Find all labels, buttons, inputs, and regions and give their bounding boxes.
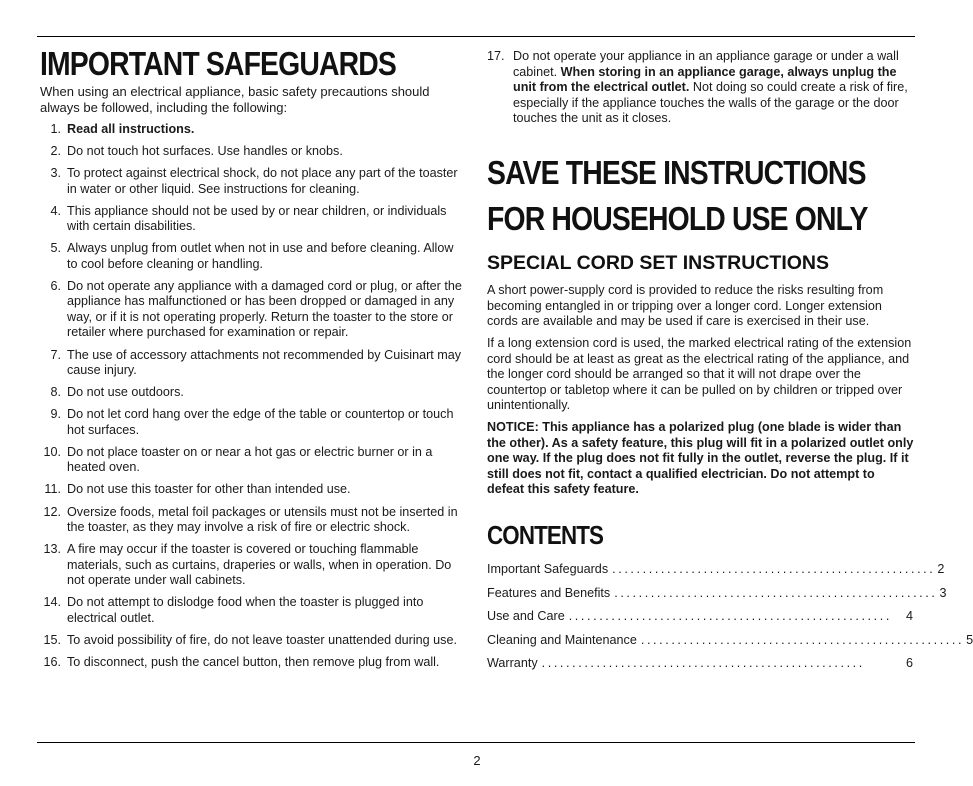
item-text: The use of accessory attachments not recommended by Cuisinart may cause injury.: [67, 347, 462, 378]
safeguard-item: [40, 542, 465, 589]
safeguard-item: [40, 655, 465, 671]
top-rule: [37, 36, 915, 37]
safeguard-item: [40, 204, 465, 235]
safeguard-item: [40, 241, 465, 272]
item-17-text-end: Not doing so could create a risk of fire, especially if the appliance touches the walls of the garage or the door touches the unit as it closes.: [513, 80, 908, 125]
contents-list: [487, 562, 973, 680]
contents-page-number: 4: [905, 609, 913, 623]
safeguard-item: [40, 595, 465, 626]
item-text: Oversize foods, metal foil packages or utensils must not be inserted in the toaster, as they may involve a risk of fire or electric shock.: [67, 504, 458, 535]
item-number: 3.: [50, 166, 61, 181]
dot-leader: .....................................................: [614, 585, 938, 600]
item-number: 8.: [50, 385, 61, 400]
item-number: 17.: [487, 49, 505, 63]
notice-text: This appliance has a polarized plug (one blade is wider than the other). As a safety feature, this plug will fit in a polarized outlet only one way. If the plug does not fit fully in the outlet, reverse the plug. If it still does not fit, contact a qualified electrician. Do not attempt to defeat this safety feature.: [487, 420, 914, 496]
safeguard-item: [40, 633, 465, 649]
dot-leader: .....................................................: [541, 656, 865, 670]
item-text: To disconnect, push the cancel button, then remove plug from wall.: [67, 654, 440, 669]
contents-entry: [487, 562, 945, 586]
contents-entry: [487, 609, 913, 633]
save-instructions-heading: SAVE THESE INSTRUCTIONS: [487, 154, 866, 191]
dot-leader: .....................................................: [568, 609, 892, 623]
contents-label: Warranty: [487, 656, 538, 670]
safeguard-item: [40, 279, 465, 341]
item-bold-text: Read all instructions.: [67, 122, 195, 136]
notice-paragraph: [487, 420, 915, 498]
contents-entry: [487, 585, 947, 610]
item-number: 2.: [50, 144, 61, 159]
safeguard-item: [40, 505, 465, 536]
item-text: This appliance should not be used by or near children, or individuals with certain disabilities.: [67, 203, 447, 234]
item-number: 1.: [50, 122, 61, 136]
notice-label: NOTICE:: [487, 420, 539, 434]
item-number: 9.: [50, 407, 61, 422]
item-number: 13.: [43, 542, 61, 557]
item-number: 11.: [44, 482, 61, 497]
safeguard-item: [40, 385, 465, 401]
safeguard-item: [40, 482, 465, 498]
item-text: Do not use this toaster for other than intended use.: [67, 482, 351, 497]
bottom-rule: [37, 742, 915, 743]
contents-page-number: 5: [966, 632, 973, 647]
item-number: 4.: [50, 203, 61, 218]
safeguard-item: [40, 348, 465, 379]
contents-label: Important Safeguards: [487, 562, 609, 576]
cord-paragraph-2: If a long extension cord is used, the marked electrical rating of the extension cord should be at least as great as the electrical rating of the appliance, and the longer cord should be arranged so that it will not drape over the countertop or tabletop where it can be pulled on by children or tripped over unintentionally.: [487, 336, 912, 412]
safeguard-item: [40, 445, 465, 476]
cord-paragraph-1: A short power-supply cord is provided to reduce the risks resulting from becoming entangled in or tripping over a longer cord. Longer extension cords are available and may be used if care is exercised in their use.: [487, 283, 884, 328]
safeguard-item-17: [487, 49, 915, 127]
dot-leader: .....................................................: [612, 562, 936, 576]
safeguard-item: [40, 407, 465, 438]
item-17-text: Do not operate your appliance in an appliance garage or under a wall cabinet.: [513, 49, 899, 79]
item-text: Do not place toaster on or near a hot gas or electric burner or in a heated oven.: [67, 444, 433, 475]
item-number: 15.: [43, 632, 61, 647]
item-text: Always unplug from outlet when not in use and before cleaning. Allow to cool before cleaning or handling.: [67, 241, 454, 271]
item-text: To avoid possibility of fire, do not leave toaster unattended during use.: [67, 632, 457, 647]
item-number: 16.: [43, 654, 61, 669]
item-text: Do not operate any appliance with a damaged cord or plug, or after the appliance has malfunctioned or has been dropped or damaged in any way, or if it is not operating properly. Return the toaster to the store or retailer where purchased for examination or repair.: [67, 278, 462, 340]
item-text: Do not touch hot surfaces. Use handles or knobs.: [67, 144, 343, 159]
item-text: Do not attempt to dislodge food when the toaster is plugged into electrical outlet.: [67, 595, 424, 625]
contents-entry: [487, 656, 913, 680]
item-number: 6.: [50, 278, 61, 293]
item-number: 14.: [43, 595, 61, 610]
item-text: To protect against electrical shock, do not place any part of the toaster in water or other liquid. See instructions for cleaning.: [67, 166, 458, 196]
item-number: 7.: [50, 347, 61, 362]
item-text: Do not let cord hang over the edge of the table or countertop or touch hot surfaces.: [67, 407, 454, 437]
contents-page-number: 6: [905, 656, 913, 670]
important-safeguards-title: IMPORTANT SAFEGUARDS: [40, 45, 396, 82]
item-number: 10.: [43, 444, 61, 459]
dot-leader: .....................................................: [640, 632, 965, 647]
safeguard-item: [40, 122, 465, 138]
household-use-heading: FOR HOUSEHOLD USE ONLY: [487, 200, 868, 237]
contents-label: Features and Benefits: [487, 585, 611, 600]
item-17-bold-text: When storing in an appliance garage, always unplug the unit from the electrical outlet.: [513, 64, 897, 94]
safeguard-item: [40, 144, 465, 160]
page-number: 2: [473, 753, 481, 768]
safeguards-list: [40, 122, 465, 677]
item-number: 12.: [43, 504, 61, 519]
intro-text: When using an electrical appliance, basic safety precautions should always be followed, including the following:: [40, 84, 430, 115]
item-text: Do not use outdoors.: [67, 385, 184, 400]
contents-label: Cleaning and Maintenance: [487, 632, 637, 647]
contents-heading: CONTENTS: [487, 520, 604, 550]
item-number: 5.: [50, 241, 61, 256]
contents-label: Use and Care: [487, 609, 565, 623]
contents-page-number: 3: [939, 585, 947, 600]
safeguard-item: [40, 166, 465, 197]
item-text: A fire may occur if the toaster is covered or touching flammable materials, such as curtains, draperies or walls, when in operation. Do not operate under wall cabinets.: [67, 542, 452, 588]
contents-page-number: 2: [937, 562, 945, 576]
cord-set-heading: SPECIAL CORD SET INSTRUCTIONS: [487, 252, 830, 274]
contents-entry: [487, 632, 973, 657]
